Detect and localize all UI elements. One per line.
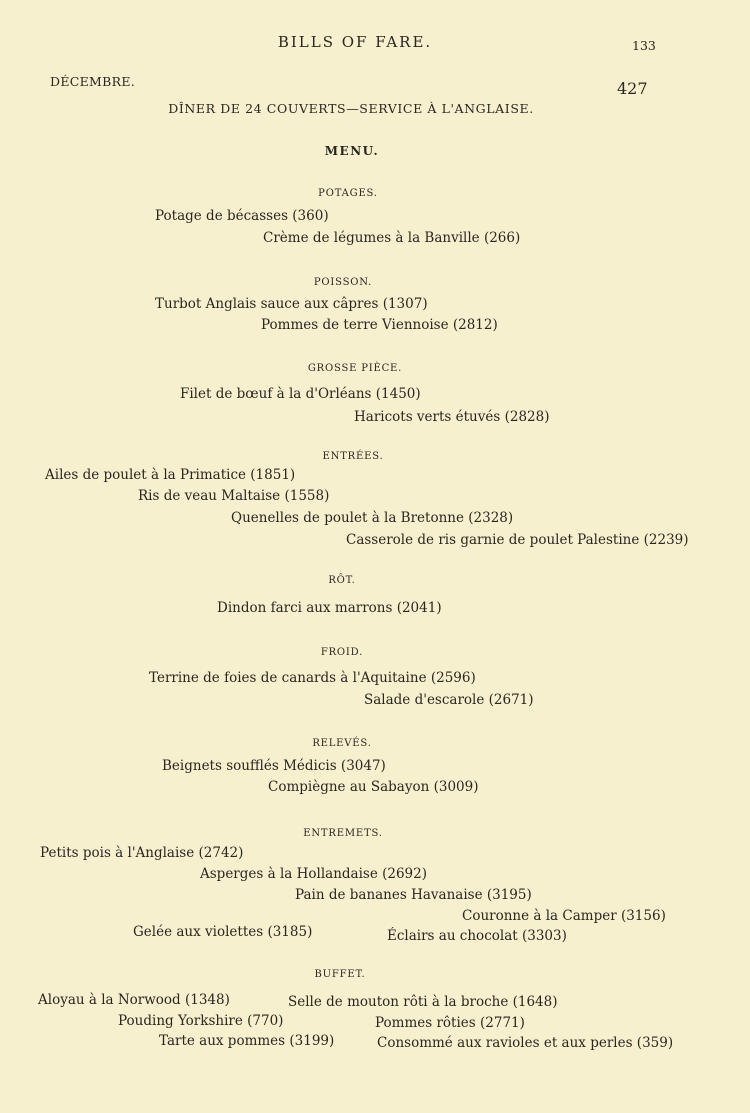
menu-item: Pommes rôties (2771): [375, 1015, 525, 1031]
section-heading-entrees: ENTRÉES.: [322, 451, 384, 462]
menu-item: Ailes de poulet à la Primatice (1851): [45, 467, 296, 483]
section-heading-rot: RÔT.: [328, 575, 356, 586]
menu-item: Haricots verts étuvés (2828): [354, 409, 550, 425]
page-number: 133: [632, 38, 656, 53]
menu-item: Quenelles de poulet à la Bretonne (2328): [231, 510, 514, 526]
menu-item: Dindon farci aux marrons (2041): [217, 600, 442, 616]
menu-item: Éclairs au chocolat (3303): [387, 928, 567, 944]
menu-item: Casserole de ris garnie de poulet Palestine (2239): [346, 532, 689, 548]
menu-item: Terrine de foies de canards à l'Aquitaine (2596): [149, 670, 476, 686]
menu-item: Turbot Anglais sauce aux câpres (1307): [155, 296, 428, 312]
menu-item: Crème de légumes à la Banville (266): [263, 230, 521, 246]
menu-item: Pouding Yorkshire (770): [118, 1013, 284, 1029]
section-heading-grosse-piece: GROSSE PIÈCE.: [307, 363, 403, 374]
menu-heading: MENU.: [324, 144, 380, 158]
bill-number: 427: [617, 79, 648, 98]
running-title: BILLS OF FARE.: [277, 33, 433, 51]
section-heading-poisson: POISSON.: [313, 277, 373, 288]
section-heading-releves: RELEVÉS.: [312, 738, 372, 749]
menu-item: Beignets soufflés Médicis (3047): [162, 758, 386, 774]
section-heading-buffet: BUFFET.: [314, 969, 366, 980]
menu-item: Aloyau à la Norwood (1348): [38, 992, 230, 1008]
menu-item: Pain de bananes Havanaise (3195): [295, 887, 532, 903]
menu-item: Consommé aux ravioles et aux perles (359): [377, 1035, 674, 1051]
dinner-title: DÎNER DE 24 COUVERTS—SERVICE À L'ANGLAISE.: [168, 101, 534, 116]
menu-item: Petits pois à l'Anglaise (2742): [40, 845, 244, 861]
menu-item: Salade d'escarole (2671): [364, 692, 534, 708]
section-heading-entremets: ENTREMETS.: [303, 828, 383, 839]
menu-item: Compiègne au Sabayon (3009): [268, 779, 479, 795]
section-heading-potages: POTAGES.: [318, 188, 378, 199]
menu-item: Filet de bœuf à la d'Orléans (1450): [180, 386, 421, 402]
menu-item: Potage de bécasses (360): [155, 208, 329, 224]
month-label: DÉCEMBRE.: [50, 74, 136, 89]
section-heading-froid: FROID.: [320, 647, 364, 658]
menu-item: Tarte aux pommes (3199): [159, 1033, 335, 1049]
menu-item: Selle de mouton rôti à la broche (1648): [288, 994, 558, 1010]
menu-item: Asperges à la Hollandaise (2692): [200, 866, 427, 882]
menu-item: Ris de veau Maltaise (1558): [138, 488, 330, 504]
menu-item: Pommes de terre Viennoise (2812): [261, 317, 498, 333]
menu-item: Gelée aux violettes (3185): [133, 924, 313, 940]
menu-item: Couronne à la Camper (3156): [462, 908, 666, 924]
